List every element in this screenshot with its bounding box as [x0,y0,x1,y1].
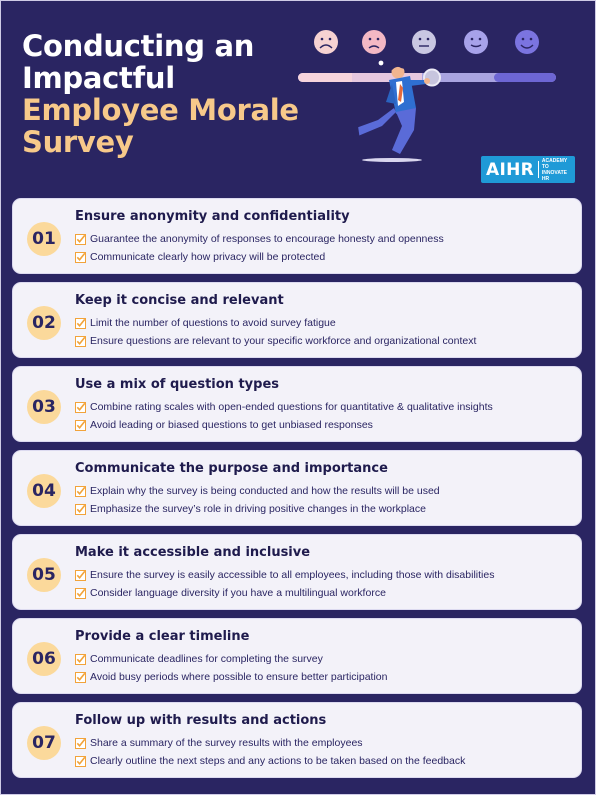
title-line-4: Survey [22,125,134,159]
step-point-text: Ensure the survey is easily accessible to all employees, including those with disabilities [90,569,495,581]
morale-slider-illustration [292,22,562,172]
checkbox-check-icon [75,756,86,767]
checkbox-check-icon [75,402,86,413]
step-point-text: Limit the number of questions to avoid survey fatigue [90,317,336,329]
step-point [75,400,493,414]
logo-tagline-1: ACADEMY TO [541,157,568,170]
steps-list [12,198,582,778]
checkbox-check-icon [75,234,86,245]
title-line-2: Impactful [22,61,175,95]
step-point-text: Avoid leading or biased questions to get unbiased responses [90,419,373,431]
step-point-text: Share a summary of the survey results with the employees [90,737,363,749]
step-card [12,282,582,358]
checkbox-check-icon [75,738,86,749]
checkbox-check-icon [75,252,86,263]
step-title: Keep it concise and relevant [75,293,284,308]
checkbox-check-icon [75,504,86,515]
content-face-icon [464,30,488,54]
neutral-face-icon [412,30,436,54]
step-point [75,316,336,330]
checkbox-check-icon [75,318,86,329]
checkbox-check-icon [75,420,86,431]
logo-divider [538,161,539,178]
logo-tagline [542,158,575,182]
step-point [75,586,386,600]
step-point-text: Combine rating scales with open-ended questions for quantitative & qualitative insights [90,401,493,413]
step-card [12,702,582,778]
step-point-text: Explain why the survey is being conducted and how the results will be used [90,485,440,497]
unhappy-face-icon [362,30,386,54]
checkbox-check-icon [75,672,86,683]
step-point [75,670,387,684]
step-point [75,652,323,666]
checkbox-check-icon [75,588,86,599]
step-card [12,534,582,610]
step-point-text: Emphasize the survey’s role in driving positive changes in the workplace [90,503,426,515]
step-title: Follow up with results and actions [75,713,327,728]
step-point-text: Avoid busy periods where possible to ensure better participation [90,671,388,683]
step-point [75,484,440,498]
step-title: Use a mix of question types [75,377,280,392]
step-number: 03 [27,390,61,424]
step-point [75,568,494,582]
title-line-1: Conducting an [22,29,255,63]
page-title [22,30,322,158]
sad-face-icon [314,30,338,54]
checkbox-check-icon [75,486,86,497]
step-point-text: Ensure questions are relevant to your specific workforce and organizational context [90,335,477,347]
step-title: Make it accessible and inclusive [75,545,311,560]
step-title: Communicate the purpose and importance [75,461,388,476]
happy-face-icon [515,30,539,54]
step-point-text: Guarantee the anonymity of responses to encourage honesty and openness [90,233,444,245]
step-title: Ensure anonymity and confidentiality [75,209,350,224]
step-number: 07 [27,726,61,760]
step-number: 02 [27,306,61,340]
step-point-text: Clearly outline the next steps and any actions to be taken based on the feedback [90,755,466,767]
step-point-text: Consider language diversity if you have a multilingual workforce [90,587,386,599]
step-card [12,450,582,526]
step-number: 04 [27,474,61,508]
step-point [75,502,426,516]
logo-text: AIHR [486,159,534,180]
step-point-text: Communicate clearly how privacy will be protected [90,251,326,263]
title-line-3: Employee Morale [22,93,299,127]
logo-tagline-2: INNOVATE HR [541,169,568,182]
step-title: Provide a clear timeline [75,629,250,644]
step-point [75,754,465,768]
step-card [12,618,582,694]
checkbox-check-icon [75,654,86,665]
step-point [75,250,325,264]
step-card [12,198,582,274]
step-point [75,232,444,246]
checkbox-check-icon [75,570,86,581]
step-card [12,366,582,442]
step-number: 05 [27,558,61,592]
aihr-logo [481,156,575,183]
step-number: 01 [27,222,61,256]
checkbox-check-icon [75,336,86,347]
step-point [75,334,476,348]
step-point-text: Communicate deadlines for completing the survey [90,653,323,665]
step-point [75,736,363,750]
step-number: 06 [27,642,61,676]
step-point [75,418,373,432]
